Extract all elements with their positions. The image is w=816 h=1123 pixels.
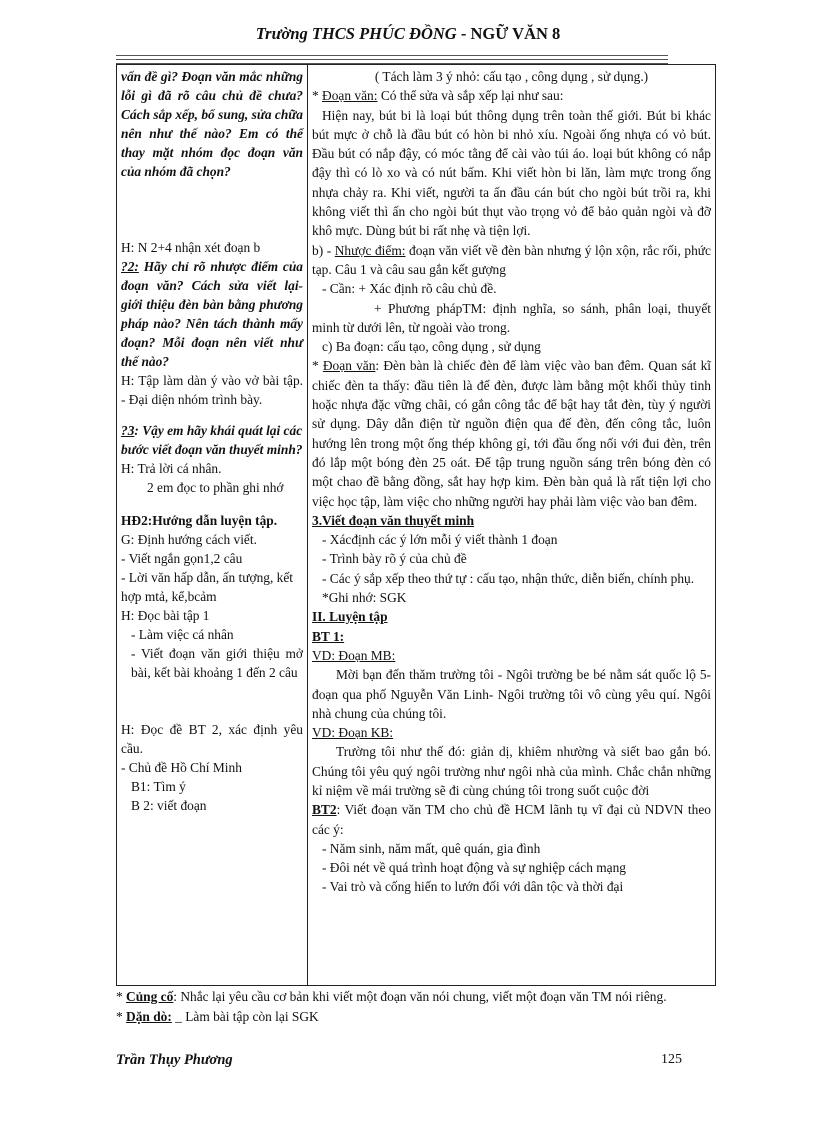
homework-note [116,1007,716,1027]
content-line: - Xácđịnh các ý lớn mỗi ý viết thành 1 đoạn [322,532,558,548]
header-rule [116,55,668,56]
teacher-student-activity-column [117,65,308,986]
header-rule [116,59,668,60]
content-line: + Phương phápTM: định nghĩa, so sánh, phân loại, thuyết minh từ dưới lên, từ ngoài vào trong. [312,300,711,335]
label: Nhược điểm: [334,242,406,258]
text: _ Làm bài tập còn lại SGK [171,1008,319,1024]
question-label: ?3 [121,423,135,438]
lesson-table [116,64,716,986]
sample-paragraph [312,356,711,510]
exercise-label: BT2 [312,802,337,818]
bullet: * [312,88,323,104]
guide-line: - Viết đoạn văn giới thiệu mở bài, kết bài khoảng 1 đến 2 câu [131,646,303,680]
content-line: - Vai trò và cống hiến to lướn đối với dân tộc và thời đại [322,879,624,895]
example-heading: VD: Đoạn MB: [312,647,396,663]
content-line: - Cần: + Xác định rõ câu chủ đề. [322,281,497,297]
content-line [312,86,711,105]
content-line [312,241,711,280]
label: Củng cố [126,989,174,1004]
student-task: H: N 2+4 nhận xét đoạn b [121,240,261,255]
page-number: 125 [661,1052,682,1067]
guide-line: - Lời văn hấp dẫn, ấn tượng, kết hợp mtả, kể,bcảm [121,570,294,604]
text: đoạn văn viết về đèn bàn nhưng ý lộn xộn, rắc rối, phức tạp. Câu 1 và câu sau gắn kết gượng [312,242,711,277]
question-text: Hãy chỉ rõ nhược điểm của đoạn văn? Cách sửa viết lại- giới thiệu đèn bàn bằng phương pháp nào? Nên tách thành mấy đoạn? Mỗi đoạn nên viết như thế nào? [121,259,303,369]
text: : Viết đoạn văn TM cho chủ đề HCM lãnh tụ vĩ đại củ NDVN theo các ý: [312,802,711,837]
school-name: Trường THCS PHÚC ĐỒNG [255,24,457,43]
text: Có thể sửa và sắp xếp lại như sau: [377,88,564,104]
content-line: - Các ý sắp xếp theo thứ tự : cấu tạo, nhận thức, diễn biến, chính phụ. [322,570,695,586]
content-line: c) Ba đoạn: cấu tạo, công dụng , sử dụng [322,339,541,355]
student-task: H: Trả lời cá nhân. [121,461,222,476]
sample-paragraph: Trường tôi như thế đó: giản dị, khiêm nhường và siết bao gắn bó. Chúng tôi yêu quý ngôi trường như ngôi nhà của mình. Chắc chắn những kỉ niệm về mái trường sẽ đi cùng chúng tôi trong suốt cuộc đời [312,744,711,798]
content-line: - Trình bày rõ ý của chủ đề [322,551,467,567]
guide-line: H: Đọc đề BT 2, xác định yêu cầu. [121,722,303,756]
guide-line: B1: Tìm ý [131,779,186,794]
text: : Đèn bàn là chiếc đèn để làm việc vào ban đêm. Quan sát kĩ chiếc đèn ta thấy: đầu tiên là đế đèn, được làm bằng một khối thủy tinh hoặc nhựa đặc vững chãi, có gắn công tắc để bật hay tắt đèn, tùy ý người sử dụng. Dây dẫn điện từ nguồn điện qua đế đèn, đến công tắc, luôn hướng lên trong một ống thép không gỉ, tới đầu ống nối với đui đèn, trên đó lắp một bóng đèn 25 oát. Để tập trung nguồn sáng trên bóng đèn có một chao đề bằng đồng, sắt hay hợp kim. Đèn bàn quả là rất tiện lợi cho việc học tập, làm việc cho những người hay phải làm việc vào ban đêm. [312,358,711,509]
label: Đoạn văn: [322,88,378,104]
content-line: ( Tách làm 3 ý nhỏ: cấu tạo , công dụng , sử dụng.) [374,69,649,84]
page-header [0,24,816,44]
consolidation-note [116,987,716,1007]
exercise-heading: BT 1: [312,628,345,644]
header-separator: - [456,24,471,43]
content-column [308,65,716,986]
sample-paragraph: Mời bạn đến thăm trường tôi - Ngôi trường be bé nằm sát quốc lộ 5- đoạn qua phố Nguyễn Văn Linh- Ngôi trường tôi vô cùng yêu quí. Ngôi nhà chung của chúng tôi. [312,667,711,721]
question-2 [121,257,303,371]
section-heading: 3.Viết đoạn văn thuyết minh [312,512,475,528]
sample-paragraph: Hiện nay, bút bi là loại bút thông dụng trên toàn thế giới. Bút bi khác bút mực ở chỗ là đầu bút có hòn bi nhỏ xíu. Ngoài ống nhựa có vỏ bút. Đầu bút có nắp đậy, có móc tằng để cài vào túi áo. loại bút không có nắp đậy thì có lò xo và có nút bấm. Khi viết hòn bi lăn, làm mực trong ống nhựa chảy ra. Khi viết, người ta ấn đầu cán bút cho ngòi bút trồi ra, khi không viết thì ấn cho ngòi bút thụt vào trọng vỏ để bảo quản ngòi và đỡ khô mực. Dùng bút bi rất nhẹ và tiện lợi. [312,107,711,239]
label: Dặn dò: [126,1008,172,1024]
guide-line: - Chủ đề Hồ Chí Minh [121,760,242,775]
content-line: - Năm sinh, năm mất, quê quán, gia đình [322,840,541,856]
bullet: * [312,358,323,374]
student-task: H: Tập làm dàn ý vào vở bài tập. - Đại diện nhóm trình bày. [121,373,303,407]
guide-line: B 2: viết đoạn [131,798,207,813]
question-1: vấn đề gì? Đoạn văn mắc những lỗi gì đã rõ câu chủ đề chưa? Cách sắp xếp, bổ sung, sửa chữa nên như thế nào? Em có thể thay mặt nhóm đọc đoạn văn của nhóm đã chọn? [121,69,303,179]
author-signature: Trần Thụy Phương [116,1052,233,1068]
example-heading: VD: Đoạn KB: [312,725,394,741]
text: : Nhắc lại yêu cầu cơ bản khi viết một đoạn văn nói chung, viết một đoạn văn TM nói riêng. [173,989,667,1004]
section-heading: II. Luyện tập [312,609,388,625]
content-line [312,800,711,839]
question-3 [121,421,303,459]
bullet: * [116,1008,127,1024]
question-label: ?2: [121,259,139,274]
content-line: - Đôi nét về quá trình hoạt động và sự nghiệp cách mạng [322,860,627,876]
guide-line: - Làm việc cá nhân [131,627,234,642]
footer-notes [116,987,716,1026]
question-text: : Vậy em hãy khái quát lại các bước viết đoạn văn thuyết minh? [121,423,303,457]
label: Đoạn văn [322,358,376,374]
subject-name: NGỮ VĂN 8 [470,24,561,43]
bullet: * [116,989,127,1004]
student-task: 2 em đọc to phần ghi nhớ [147,480,284,495]
content-line: *Ghi nhớ: SGK [322,590,407,606]
guide-line: G: Định hướng cách viết. [121,532,257,547]
guide-line: - Viết ngắn gọn1,2 câu [121,551,243,566]
guide-line: H: Đọc bài tập 1 [121,608,210,623]
activity-heading: HĐ2:Hướng dẫn luyện tập. [121,513,278,528]
bullet: b) - [312,242,335,258]
